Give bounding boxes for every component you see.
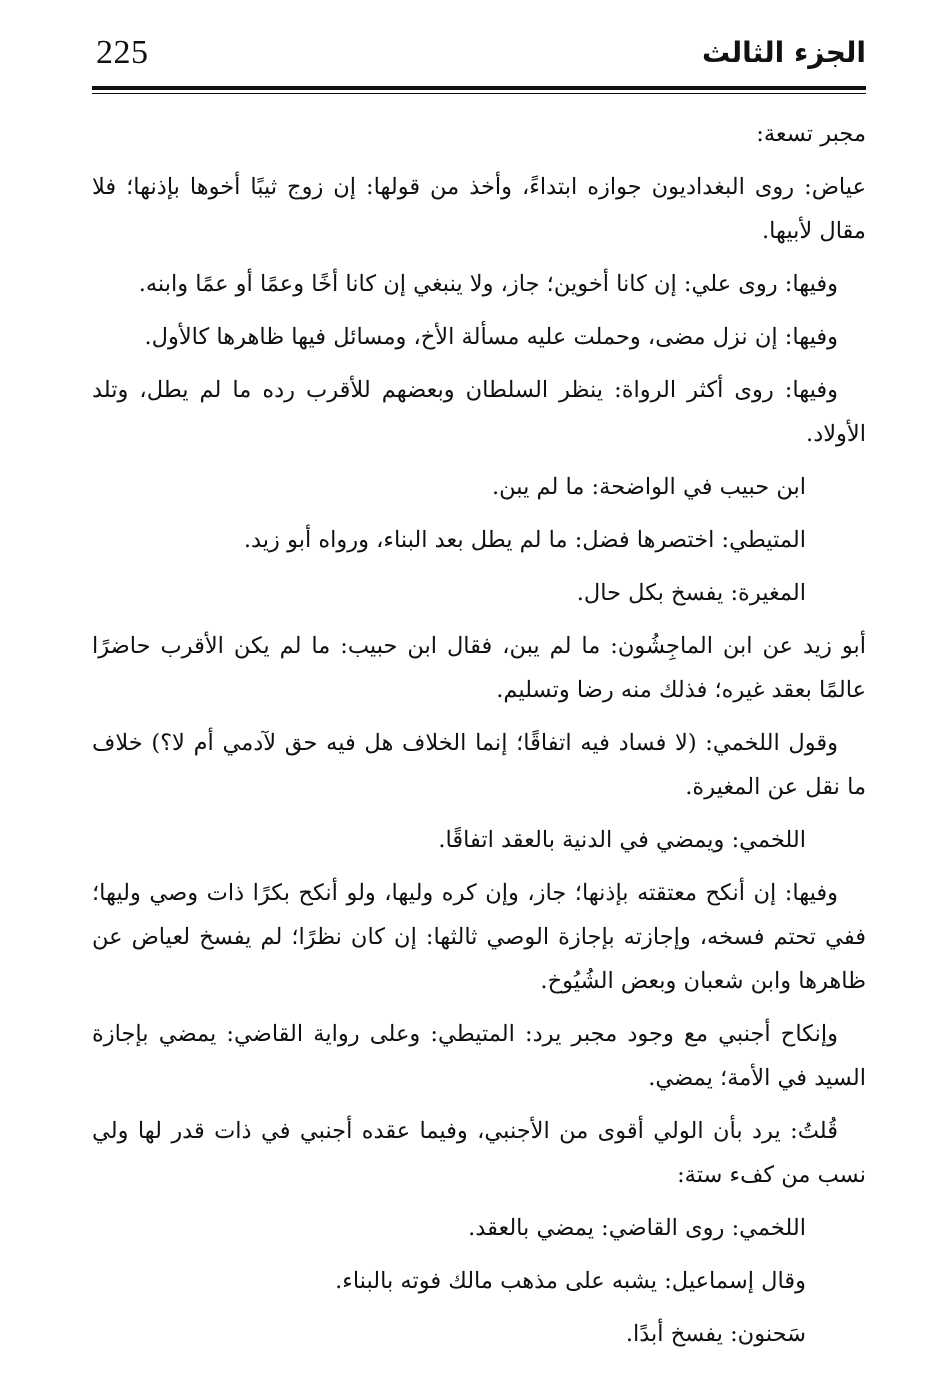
page-number: 225 xyxy=(96,34,149,71)
paragraph-12: وفيها: إن أنكح معتقته بإذنها؛ جاز، وإن كره وليها، ولو أنكح بكرًا ذات وصي وليها؛ ففي تحتم فسخه، وإجازته بإجازة الوصي ثالثها: إن كان نظرًا؛ لم يفسخ لعياض عن ظاهرها وابن شعبان وبعض الشُيُوخ. xyxy=(92,880,866,994)
paragraph-5: وفيها: روى أكثر الرواة: ينظر السلطان وبعضهم للأقرب رده ما لم يطل، وتلد الأولاد. xyxy=(92,377,866,447)
paragraph-2: عياض: روى البغداديون جوازه ابتداءً، وأخذ من قولها: إن زوج ثيبًا أخوها بإذنها؛ فلا مقال لأبيها. xyxy=(92,174,866,244)
paragraph-15: اللخمي: روى القاضي: يمضي بالعقد. xyxy=(468,1215,806,1241)
paragraph-16: وقال إسماعيل: يشبه على مذهب مالك فوته بالبناء. xyxy=(335,1268,806,1294)
paragraph-17: سَحنون: يفسخ أبدًا. xyxy=(625,1321,806,1347)
paragraph-10: وقول اللخمي: (لا فساد فيه اتفاقًا؛ إنما الخلاف هل فيه حق لآدمي أم لا؟) خلاف ما نقل عن المغيرة. xyxy=(92,730,866,800)
paragraph-7: المتيطي: اختصرها فضل: ما لم يطل بعد البناء، ورواه أبو زيد. xyxy=(243,527,806,553)
paragraph-1: مجبر تسعة: xyxy=(756,121,866,147)
paragraph-14: قُلتُ: يرد بأن الولي أقوى من الأجنبي، وفيما عقده أجنبي في ذات قدر لها ولي نسب من كفء ستة: xyxy=(92,1118,866,1188)
paragraph-4: وفيها: إن نزل مضى، وحملت عليه مسألة الأخ، ومسائل فيها ظاهرها كالأول. xyxy=(144,324,838,350)
paragraph-13: وإنكاح أجنبي مع وجود مجبر يرد: المتيطي: وعلى رواية القاضي: يمضي بإجازة السيد في الأمة؛ يمضي. xyxy=(92,1021,866,1091)
body-text xyxy=(92,112,866,1365)
paragraph-6: ابن حبيب في الواضحة: ما لم يبن. xyxy=(492,474,806,500)
paragraph-9: أبو زيد عن ابن الماجِشُون: ما لم يبن، فقال ابن حبيب: ما لم يكن الأقرب حاضرًا عالمًا بعقد غيره؛ فذلك منه رضا وتسليم. xyxy=(92,633,866,703)
paragraph-3: وفيها: روى علي: إن كانا أخوين؛ جاز، ولا ينبغي إن كانا أخًا وعمًا أو عمًا وابنه. xyxy=(138,271,838,297)
page-header xyxy=(88,30,866,82)
header-rule-thin xyxy=(92,93,866,94)
header-rule xyxy=(92,86,866,90)
paragraph-8: المغيرة: يفسخ بكل حال. xyxy=(576,580,806,606)
paragraph-11: اللخمي: ويمضي في الدنية بالعقد اتفاقًا. xyxy=(438,827,806,853)
running-title: الجزء الثالث xyxy=(702,36,866,69)
